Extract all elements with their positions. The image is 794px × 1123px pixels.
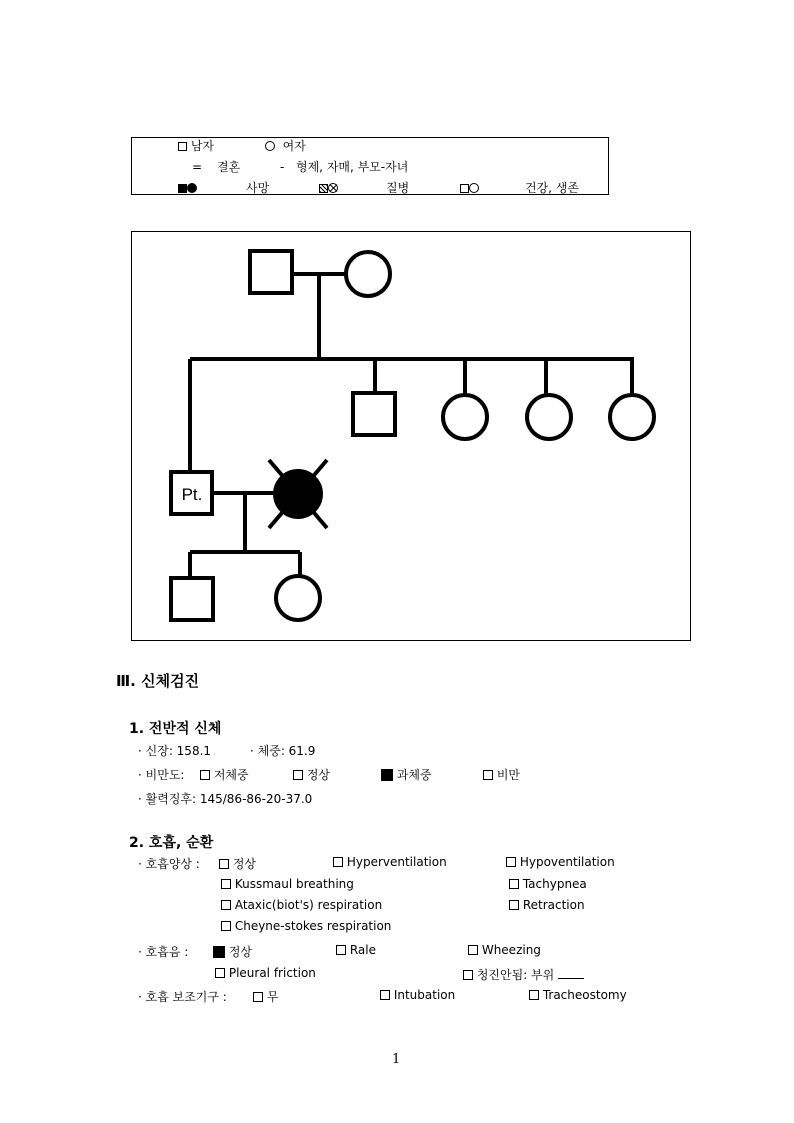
location-blank-field[interactable] (558, 968, 584, 979)
checkbox-icon[interactable] (215, 968, 225, 978)
pattern-option-hypoventilation[interactable]: Hypoventilation (506, 855, 615, 869)
breathing-pattern-label: · 호흡양상 : (138, 857, 200, 871)
legend-healthy: 건강, 생존 (525, 181, 579, 195)
pattern-option-kussmaul[interactable]: Kussmaul breathing (221, 877, 354, 891)
sound-option-normal[interactable]: 정상 (213, 943, 252, 960)
disease-male-icon (319, 184, 328, 193)
pattern-option-normal[interactable]: 정상 (219, 855, 256, 872)
pedigree-svg (132, 232, 690, 640)
pattern-option-hyperventilation[interactable]: Hyperventilation (333, 855, 447, 869)
sibling-sister-1-circle (443, 395, 487, 439)
respiratory-aid-label: · 호흡 보조기구 : (138, 990, 227, 1004)
checkbox-icon[interactable] (221, 921, 231, 931)
checkbox-icon[interactable] (468, 945, 478, 955)
legend-sibling: 형제, 자매, 부모-자녀 (296, 160, 409, 174)
sound-option-not-auscultated[interactable]: 청진안됨: 부위 (463, 966, 584, 983)
obesity-option-normal[interactable]: 정상 (293, 766, 330, 783)
legend-male: 남자 (178, 139, 214, 153)
pattern-option-ataxic[interactable]: Ataxic(biot's) respiration (221, 898, 382, 912)
weight-text: · 체중: 61.9 (250, 744, 316, 758)
sound-option-rale[interactable]: Rale (336, 943, 376, 957)
healthy-female-icon (469, 183, 479, 193)
dead-female-icon (187, 183, 197, 193)
checkbox-icon[interactable] (380, 990, 390, 1000)
breath-sound-label: · 호흡음 : (138, 945, 189, 959)
respiration-title: 2. 호흡, 순환 (129, 835, 214, 851)
sibling-brother-square (353, 393, 395, 435)
checkbox-icon[interactable] (293, 770, 303, 780)
checkbox-icon[interactable] (463, 970, 473, 980)
aid-option-none[interactable]: 무 (253, 988, 278, 1005)
height-text: · 신장: 158.1 (138, 744, 212, 758)
checkbox-icon[interactable] (221, 879, 231, 889)
checkbox-icon[interactable] (483, 770, 493, 780)
patient-label: Pt. (181, 485, 203, 504)
legend-marriage: 결혼 (217, 160, 241, 174)
legend-female: 여자 (265, 139, 306, 153)
sound-option-wheezing[interactable]: Wheezing (468, 943, 541, 957)
child-son-square (171, 578, 213, 620)
grandmother-circle (346, 252, 390, 296)
legend-sibling-symbol: - (280, 160, 285, 174)
general-title: 1. 전반적 신체 (129, 721, 222, 737)
legend-disease-symbols (319, 181, 338, 195)
section-title: Ⅲ. 신체검진 (116, 672, 200, 690)
checkbox-icon[interactable] (509, 879, 519, 889)
sibling-sister-2-circle (527, 395, 571, 439)
aid-option-tracheostomy[interactable]: Tracheostomy (529, 988, 627, 1002)
page-number: 1 (392, 1052, 401, 1067)
pattern-option-retraction[interactable]: Retraction (509, 898, 585, 912)
checkbox-icon[interactable] (506, 857, 516, 867)
disease-female-icon (328, 183, 338, 193)
healthy-male-icon (460, 184, 469, 193)
checkbox-icon[interactable] (253, 992, 263, 1002)
checkbox-icon[interactable] (219, 859, 229, 869)
checkbox-icon[interactable] (200, 770, 210, 780)
pattern-option-cheyne-stokes[interactable]: Cheyne-stokes respiration (221, 919, 391, 933)
checked-checkbox-icon[interactable] (213, 946, 225, 958)
legend-disease: 질병 (386, 181, 410, 195)
checked-checkbox-icon[interactable] (381, 769, 393, 781)
dead-male-icon (178, 184, 187, 193)
checkbox-icon[interactable] (509, 900, 519, 910)
legend-dead-symbols (178, 181, 197, 195)
pedigree-chart (131, 231, 691, 641)
checkbox-icon[interactable] (221, 900, 231, 910)
checkbox-icon[interactable] (333, 857, 343, 867)
checkbox-icon[interactable] (336, 945, 346, 955)
obesity-label: · 비만도: (138, 768, 185, 782)
pedigree-legend (131, 137, 609, 195)
vitals-text: · 활력징후: 145/86-86-20-37.0 (138, 792, 313, 806)
legend-marriage-symbol: = (192, 160, 203, 174)
legend-dead: 사망 (246, 181, 270, 195)
aid-option-intubation[interactable]: Intubation (380, 988, 455, 1002)
child-daughter-circle (276, 576, 320, 620)
sound-option-pleural-friction[interactable]: Pleural friction (215, 966, 316, 980)
obesity-option-underweight[interactable]: 저체중 (200, 766, 249, 783)
grandfather-square (250, 251, 292, 293)
obesity-option-overweight[interactable]: 과체중 (381, 766, 432, 783)
legend-healthy-symbols (460, 181, 479, 195)
sibling-sister-3-circle (610, 395, 654, 439)
obesity-option-obese[interactable]: 비만 (483, 766, 520, 783)
male-square-icon (178, 142, 187, 151)
checkbox-icon[interactable] (529, 990, 539, 1000)
female-circle-icon (265, 141, 275, 151)
pattern-option-tachypnea[interactable]: Tachypnea (509, 877, 587, 891)
